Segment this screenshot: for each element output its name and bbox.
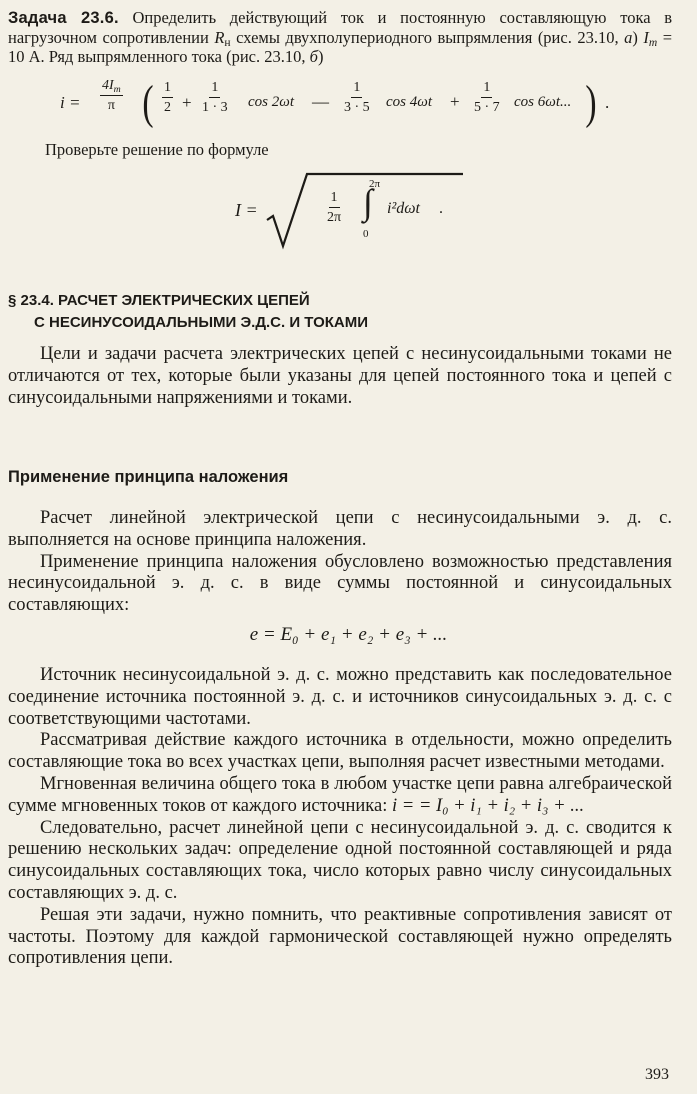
- task-text-6: = 10 А. Ряд выпрямленного тока (рис. 23.10,: [8, 28, 673, 66]
- paragraph-5-text: Мгновенная величина общего тока в любом участке цепи равна алгебраической сумме мгновенных токов от каждого источника:: [8, 773, 672, 816]
- term2-num: 1: [209, 80, 220, 98]
- current-sum: i = = I₀ + i₁ + i₂ + i₃ + ...: [391, 795, 585, 816]
- intro-text: Цели и задачи расчета электрических цепей с несинусоидальными токами не отличаются от тех, которые были указаны для цепей постоянного тока и цепей с синусоидальными напряжениями и токами.: [8, 344, 672, 408]
- figure-ref-a: а: [624, 28, 633, 47]
- integral-lower: 0: [363, 228, 369, 240]
- paragraph-4: Рассматривая действие каждого источника в отдельности, можно определить составляющие тока во всех участках цепи, выполняя расчет известными методами.: [8, 730, 672, 773]
- task-text-1: Определить действующий ток и постоянную составляющую: [132, 8, 607, 27]
- plus-2: +: [450, 92, 460, 111]
- page-number: 393: [645, 1066, 669, 1083]
- cos-2wt: cos 2ωt: [248, 94, 295, 110]
- rms-formula: [235, 170, 495, 250]
- task-paragraph: [8, 8, 672, 66]
- paragraph-3: Источник несинусоидальной э. д. с. можно представить как последовательное соединение источника постоянной э. д. с. и источников синусоидальных э. д. с. с соответствующими частотами.: [8, 665, 672, 729]
- current-subscript: m: [648, 37, 658, 49]
- term3-den: 3 · 5: [344, 100, 370, 115]
- check-text: Проверьте решение по формуле: [45, 140, 269, 159]
- formula2-period: .: [439, 200, 443, 217]
- term1: [162, 80, 173, 116]
- current-symbol: I: [643, 28, 649, 47]
- section-heading-line1: § 23.4. РАСЧЕТ ЭЛЕКТРИЧЕСКИХ ЦЕПЕЙ: [8, 292, 310, 309]
- formula2-fraction: [325, 190, 343, 226]
- term2-den: 1 · 3: [202, 100, 228, 115]
- plus-1: +: [182, 93, 192, 112]
- section-heading: [8, 290, 368, 334]
- term4: [472, 80, 502, 116]
- paragraph-5: [8, 774, 672, 818]
- emf-sum-equation: e = E₀ + e₁ + e₂ + e₃ + ...: [249, 624, 448, 645]
- formula2-lhs: I =: [235, 200, 258, 220]
- cos-4wt: cos 4ωt: [386, 94, 433, 110]
- term4-num: 1: [481, 80, 492, 98]
- integral-sign: ∫: [363, 182, 373, 222]
- formula2-den: 2π: [327, 210, 342, 225]
- term1-den: 2: [164, 100, 171, 115]
- intro-paragraph: [8, 344, 672, 409]
- coef-num: 4I: [102, 78, 114, 93]
- integrand: i²dωt: [387, 200, 420, 217]
- cos-6wt: cos 6ωt...: [514, 94, 572, 110]
- formula1-lhs: i =: [60, 93, 81, 112]
- paragraph-7: Решая эти задачи, нужно помнить, что реактивные сопротивления зависят от частоты. Поэтому для каждой гармонической составляющей нужно определять сопротивления цепи.: [8, 904, 672, 969]
- coef-den: π: [107, 98, 115, 113]
- paragraph-1: Расчет линейной электрической цепи с несинусоидальными э. д. с. выполняется на основе принципа наложения.: [8, 508, 672, 550]
- term3: [342, 80, 372, 116]
- task-text-3: схемы двухполупериодного выпрямления: [236, 28, 533, 47]
- paragraph-2: Применение принципа наложения обусловлено возможностью представления несинусоидальной э. д. с. в виде суммы постоянной и синусоидальных составляющих:: [8, 551, 672, 616]
- body-block-1: [8, 508, 672, 617]
- integral-upper: 2π: [369, 178, 381, 190]
- term1-num: 1: [162, 80, 173, 98]
- body-block-2: [8, 665, 672, 970]
- term2: [200, 80, 230, 116]
- coef-sub: m: [113, 84, 121, 95]
- right-paren: ): [585, 76, 597, 129]
- formula2-num: 1: [329, 190, 340, 208]
- formula1-period: .: [605, 93, 610, 112]
- task-text-4: (рис. 23.10,: [537, 28, 619, 47]
- subsection-heading: Применение принципа наложения: [8, 468, 289, 486]
- figure-ref-b: б: [309, 47, 318, 66]
- minus: —: [312, 92, 329, 111]
- task-text-2: тока в нагрузочном сопротивлении: [8, 8, 673, 47]
- formula1-coefficient: [100, 78, 123, 114]
- paragraph-6: Следовательно, расчет линейной цепи с несинусоидальной э. д. с. сводится к решению нескольких задач: определение одной постоянной составляющей и ряда синусоидальных составляющих тока, число которых равно числу синусоидальных составляющих э. д. с.: [8, 817, 672, 903]
- task-text-7: ): [317, 47, 324, 66]
- resistance-subscript: н: [224, 37, 231, 49]
- left-paren: (: [142, 76, 154, 129]
- section-heading-line2: С НЕСИНУСОИДАЛЬНЫМИ Э.Д.С. И ТОКАМИ: [34, 314, 369, 331]
- task-text-5: ): [632, 28, 638, 47]
- series-formula: [60, 76, 620, 136]
- term3-num: 1: [351, 80, 362, 98]
- resistance-symbol: R: [214, 28, 225, 47]
- task-label: Задача 23.6.: [8, 9, 119, 27]
- term4-den: 5 · 7: [474, 100, 500, 115]
